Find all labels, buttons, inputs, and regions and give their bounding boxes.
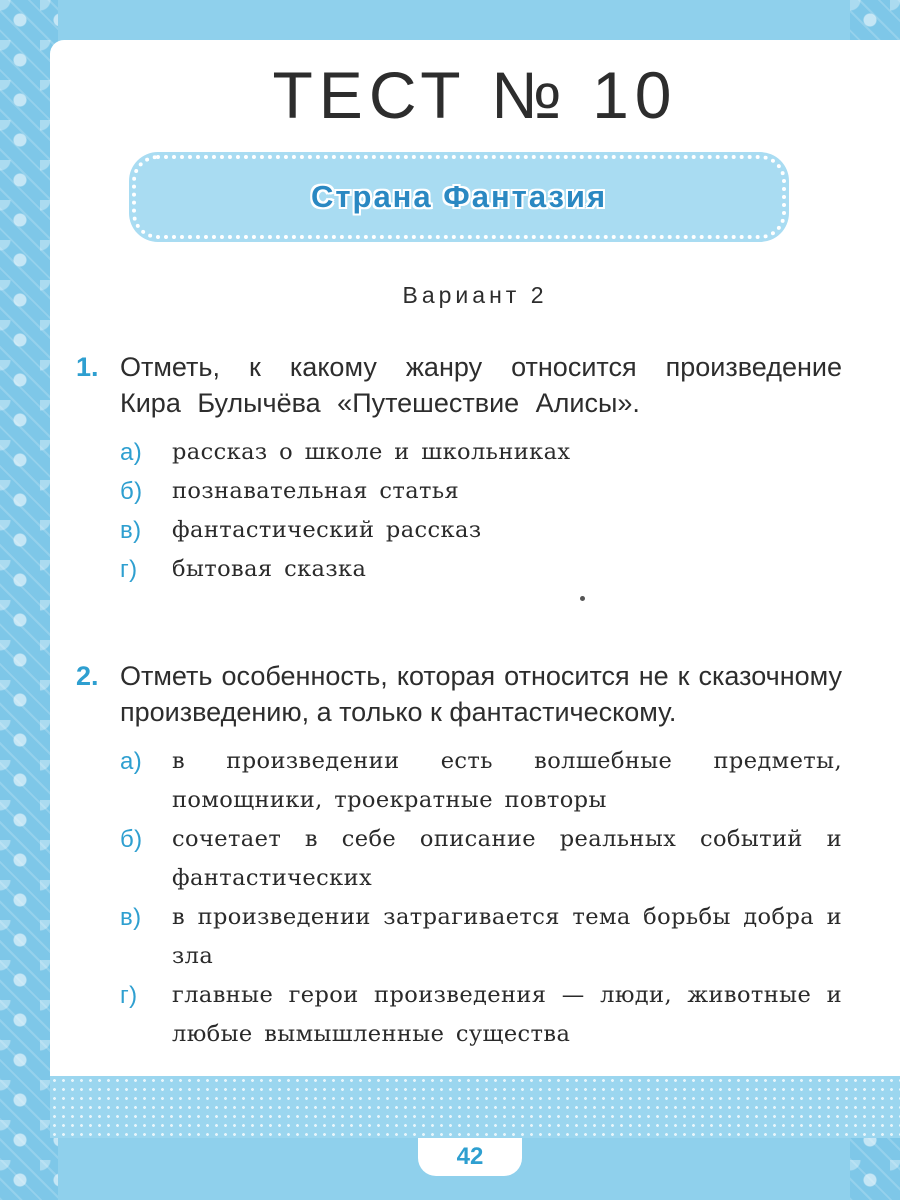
option-letter: б) bbox=[120, 826, 143, 853]
option-letter: г) bbox=[120, 982, 138, 1009]
answer-options bbox=[76, 433, 842, 589]
answer-option[interactable] bbox=[120, 472, 842, 511]
answer-option[interactable] bbox=[120, 820, 842, 898]
topic-banner bbox=[132, 155, 786, 239]
option-text: сочетает в себе описание реальных событий и фантастических bbox=[172, 826, 842, 891]
option-letter: г) bbox=[120, 556, 138, 583]
page-number-tab bbox=[418, 1138, 522, 1176]
option-letter: б) bbox=[120, 478, 143, 505]
bottom-dotted-band bbox=[50, 1076, 900, 1138]
option-text: в произведении затрагивается тема борьбы добра и зла bbox=[172, 904, 842, 969]
option-text: в произведении есть волшебные предметы, помощники, троекратные повторы bbox=[172, 748, 842, 813]
question-text: Отметь, к какому жанру относится произведение Кира Булычёва «Путешествие Алисы». bbox=[120, 352, 842, 418]
option-letter: а) bbox=[120, 748, 143, 775]
option-text: бытовая сказка bbox=[172, 556, 367, 582]
answer-option[interactable] bbox=[120, 511, 842, 550]
answer-option[interactable] bbox=[120, 742, 842, 820]
test-title: ТЕСТ № 10 bbox=[272, 58, 678, 132]
page-number: 42 bbox=[456, 1143, 484, 1170]
question-number: 1. bbox=[76, 352, 99, 382]
variant-label: Вариант 2 bbox=[402, 282, 548, 308]
option-text: фантастический рассказ bbox=[172, 517, 482, 543]
question-1 bbox=[76, 349, 842, 589]
option-letter: в) bbox=[120, 517, 142, 544]
option-text: познавательная статья bbox=[172, 478, 460, 504]
answer-option[interactable] bbox=[120, 550, 842, 589]
answer-option[interactable] bbox=[120, 976, 842, 1054]
answer-option[interactable] bbox=[120, 898, 842, 976]
option-text: рассказ о школе и школьниках bbox=[172, 439, 571, 465]
option-letter: а) bbox=[120, 439, 143, 466]
question-number: 2. bbox=[76, 661, 99, 691]
question-2 bbox=[76, 658, 842, 1054]
question-text: Отметь особенность, которая относится не к сказочному произведению, а только к фантастическому. bbox=[120, 661, 842, 727]
option-text: главные герои произведения — люди, животные и любые вымышленные существа bbox=[172, 982, 842, 1047]
topic-title: Страна Фантазия bbox=[310, 179, 608, 214]
answer-options bbox=[76, 742, 842, 1054]
answer-option[interactable] bbox=[120, 433, 842, 472]
option-letter: в) bbox=[120, 904, 142, 931]
stray-dot-mark bbox=[580, 596, 585, 601]
